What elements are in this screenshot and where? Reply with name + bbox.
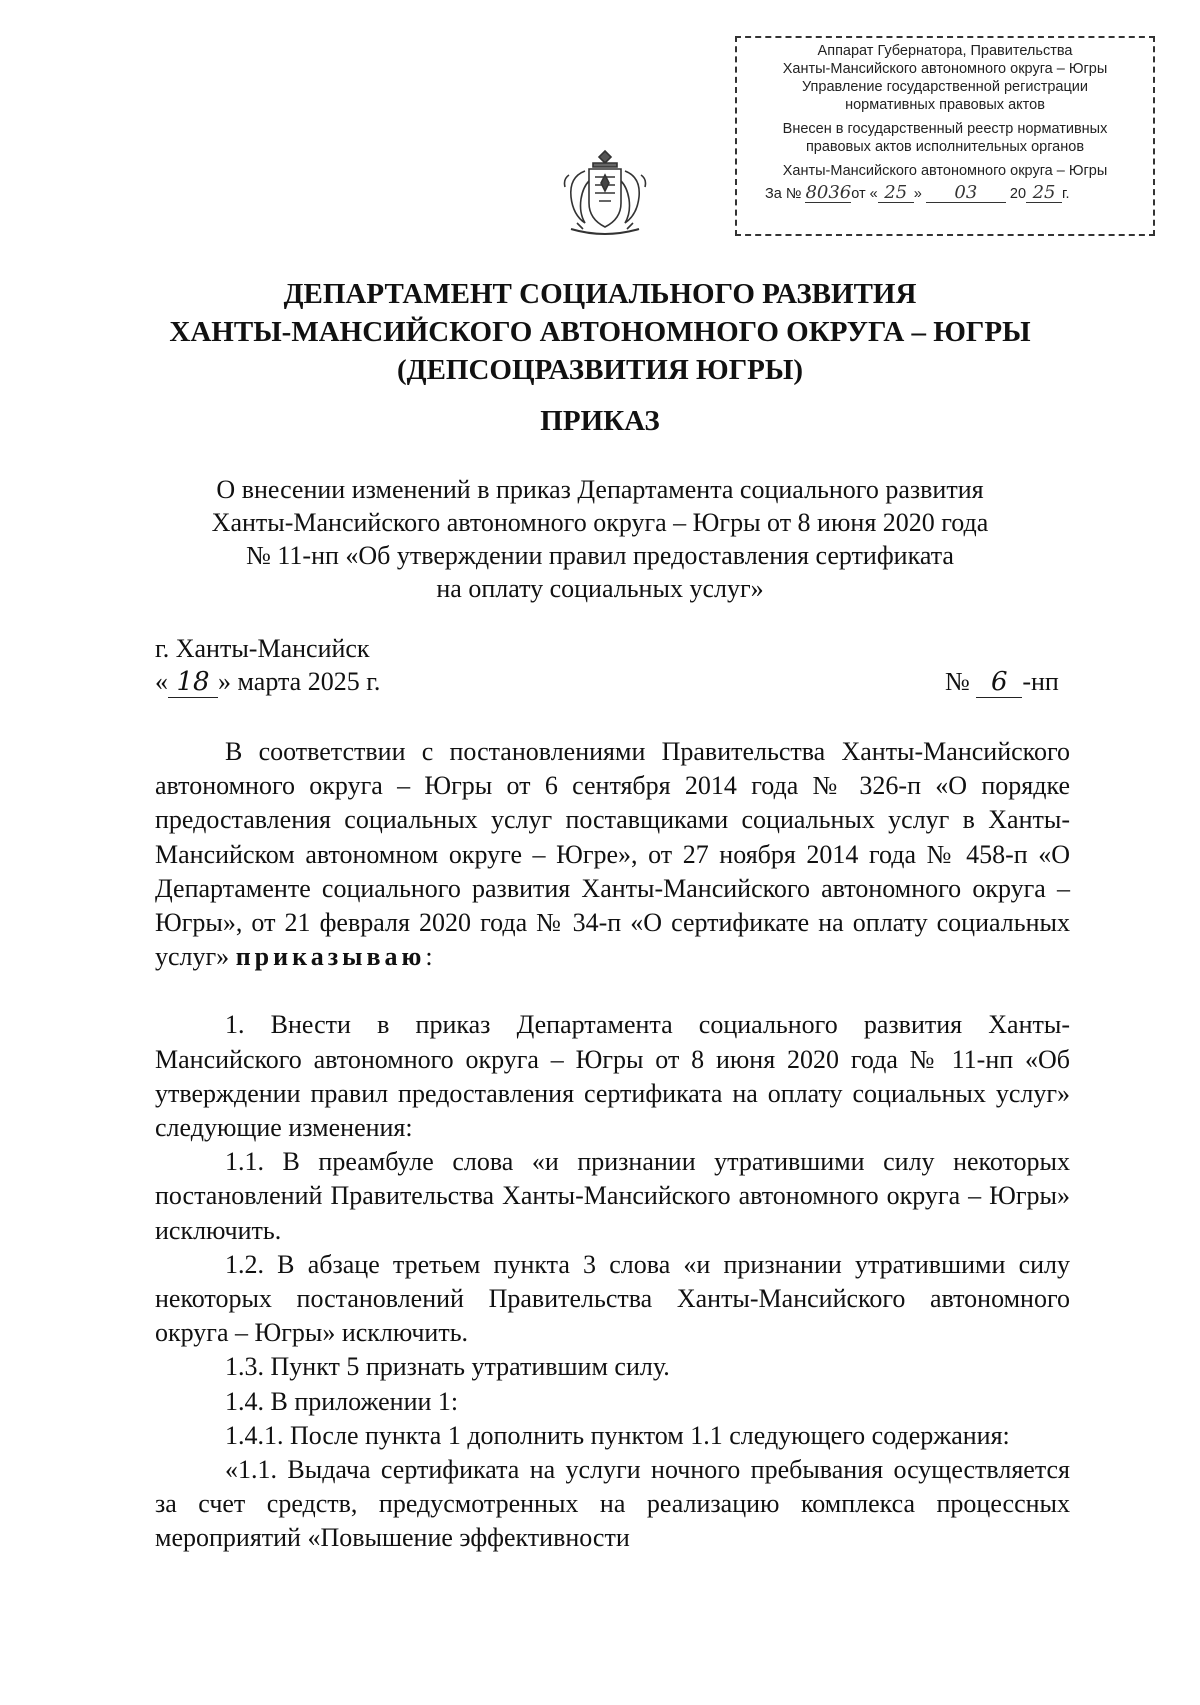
paragraph-1-3: 1.3. Пункт 5 признать утратившим силу. xyxy=(225,1352,670,1382)
subject-line: на оплату социальных услуг» xyxy=(436,574,764,603)
date-rest: » марта 2025 г. xyxy=(218,667,381,696)
stamp-registry xyxy=(743,120,1147,156)
department-line: ДЕПАРТАМЕНТ СОЦИАЛЬНОГО РАЗВИТИЯ xyxy=(283,278,917,310)
stamp-line: нормативных правовых актов xyxy=(845,97,1045,113)
date-open-quote: « xyxy=(155,667,168,696)
place-of-issue: г. Ханты-Мансийск xyxy=(155,634,370,663)
document-type: ПРИКАЗ xyxy=(540,405,660,437)
date-day-handwritten: 18 xyxy=(168,667,218,698)
paragraph-1: 1. Внести в приказ Департамента социального развития Ханты-Мансийского автономного округа – Югры от 8 июня 2020 года № 11-нп «Об утверждении правил предоставления сертификата на оплату социальных услуг» следующие изменения: xyxy=(155,1010,1070,1143)
stamp-za-label: За № xyxy=(765,186,802,202)
preamble-paragraph xyxy=(155,735,1070,974)
coat-of-arms-icon xyxy=(555,145,655,240)
stamp-month: 03 xyxy=(926,184,1006,203)
stamp-line: Аппарат Губернатора, Правительства xyxy=(817,43,1073,59)
stamp-line: Внесен в государственный реестр нормативных xyxy=(782,121,1108,137)
department-line: ХАНТЫ-МАНСИЙСКОГО АВТОНОМНОГО ОКРУГА – ЮГРЫ xyxy=(169,316,1031,348)
subject-line: Ханты-Мансийского автономного округа – Югры от 8 июня 2020 года xyxy=(211,508,989,537)
subject-line: № 11-нп «Об утверждении правил предоставления сертификата xyxy=(246,541,954,570)
paragraph-1-1: 1.1. В преамбуле слова «и признании утратившими силу некоторых постановлений Правительства Ханты-Мансийского автономного округа – Югры» исключить. xyxy=(155,1147,1070,1245)
stamp-reg-number: 8036 xyxy=(805,182,852,203)
stamp-line: Ханты-Мансийского автономного округа – Югры xyxy=(782,61,1108,77)
number-suffix: -нп xyxy=(1022,667,1059,696)
number-sign: № xyxy=(945,667,970,696)
stamp-authority xyxy=(743,42,1147,114)
stamp-ot-label: от « xyxy=(851,186,878,202)
decree-word: приказываю xyxy=(235,942,426,972)
paragraph-1-2: 1.2. В абзаце третьем пункта 3 слова «и признании утратившими силу некоторых постановлений Правительства Ханты-Мансийского автономного округа – Югры» исключить. xyxy=(155,1249,1070,1348)
order-date xyxy=(155,667,380,698)
number-value-handwritten: 6 xyxy=(976,667,1022,698)
order-subject xyxy=(0,473,1200,605)
department-abbreviation: (ДЕПСОЦРАЗВИТИЯ ЮГРЫ) xyxy=(396,354,804,386)
paragraph-1-4: 1.4. В приложении 1: xyxy=(225,1386,459,1416)
stamp-line: правовых актов исполнительных органов xyxy=(805,139,1085,155)
registration-stamp xyxy=(735,36,1155,236)
preamble-text: В соответствии с постановлениями Правительства Ханты-Мансийского автономного округа – Югры от 6 сентября 2014 года № 326-п «О порядке предоставления социальных услуг поставщиками социальных услуг в Ханты-Мансийском автономном округе – Югре», от 27 ноября 2014 года № 458-п «О Департаменте социального развития Ханты-Мансийского автономного округа – Югры», от 21 февраля 2020 года № 34-п «О сертификате на оплату социальных услуг» xyxy=(155,737,1070,972)
stamp-line: Ханты-Мансийского автономного округа – Югры xyxy=(782,163,1108,179)
stamp-year-suffix: 25 xyxy=(1026,184,1062,203)
stamp-day: 25 xyxy=(878,184,914,203)
decree-colon: : xyxy=(425,942,433,972)
order-number xyxy=(945,667,1059,698)
order-body xyxy=(155,735,1070,1556)
stamp-registration-line xyxy=(743,184,1147,203)
stamp-quote: » xyxy=(913,186,922,202)
department-name xyxy=(0,275,1200,389)
paragraph-1-4-1: 1.4.1. После пункта 1 дополнить пунктом 1.1 следующего содержания: xyxy=(225,1420,1010,1450)
stamp-year-prefix: 20 xyxy=(1009,186,1027,202)
stamp-line: Управление государственной регистрации xyxy=(801,79,1089,95)
subject-line: О внесении изменений в приказ Департамента социального развития xyxy=(216,475,984,504)
stamp-g-label: г. xyxy=(1062,186,1070,202)
quoted-paragraph: «1.1. Выдача сертификата на услуги ночного пребывания осуществляется за счет средств, предусмотренных на реализацию комплекса процессных мероприятий «Повышение эффективности xyxy=(155,1455,1070,1553)
